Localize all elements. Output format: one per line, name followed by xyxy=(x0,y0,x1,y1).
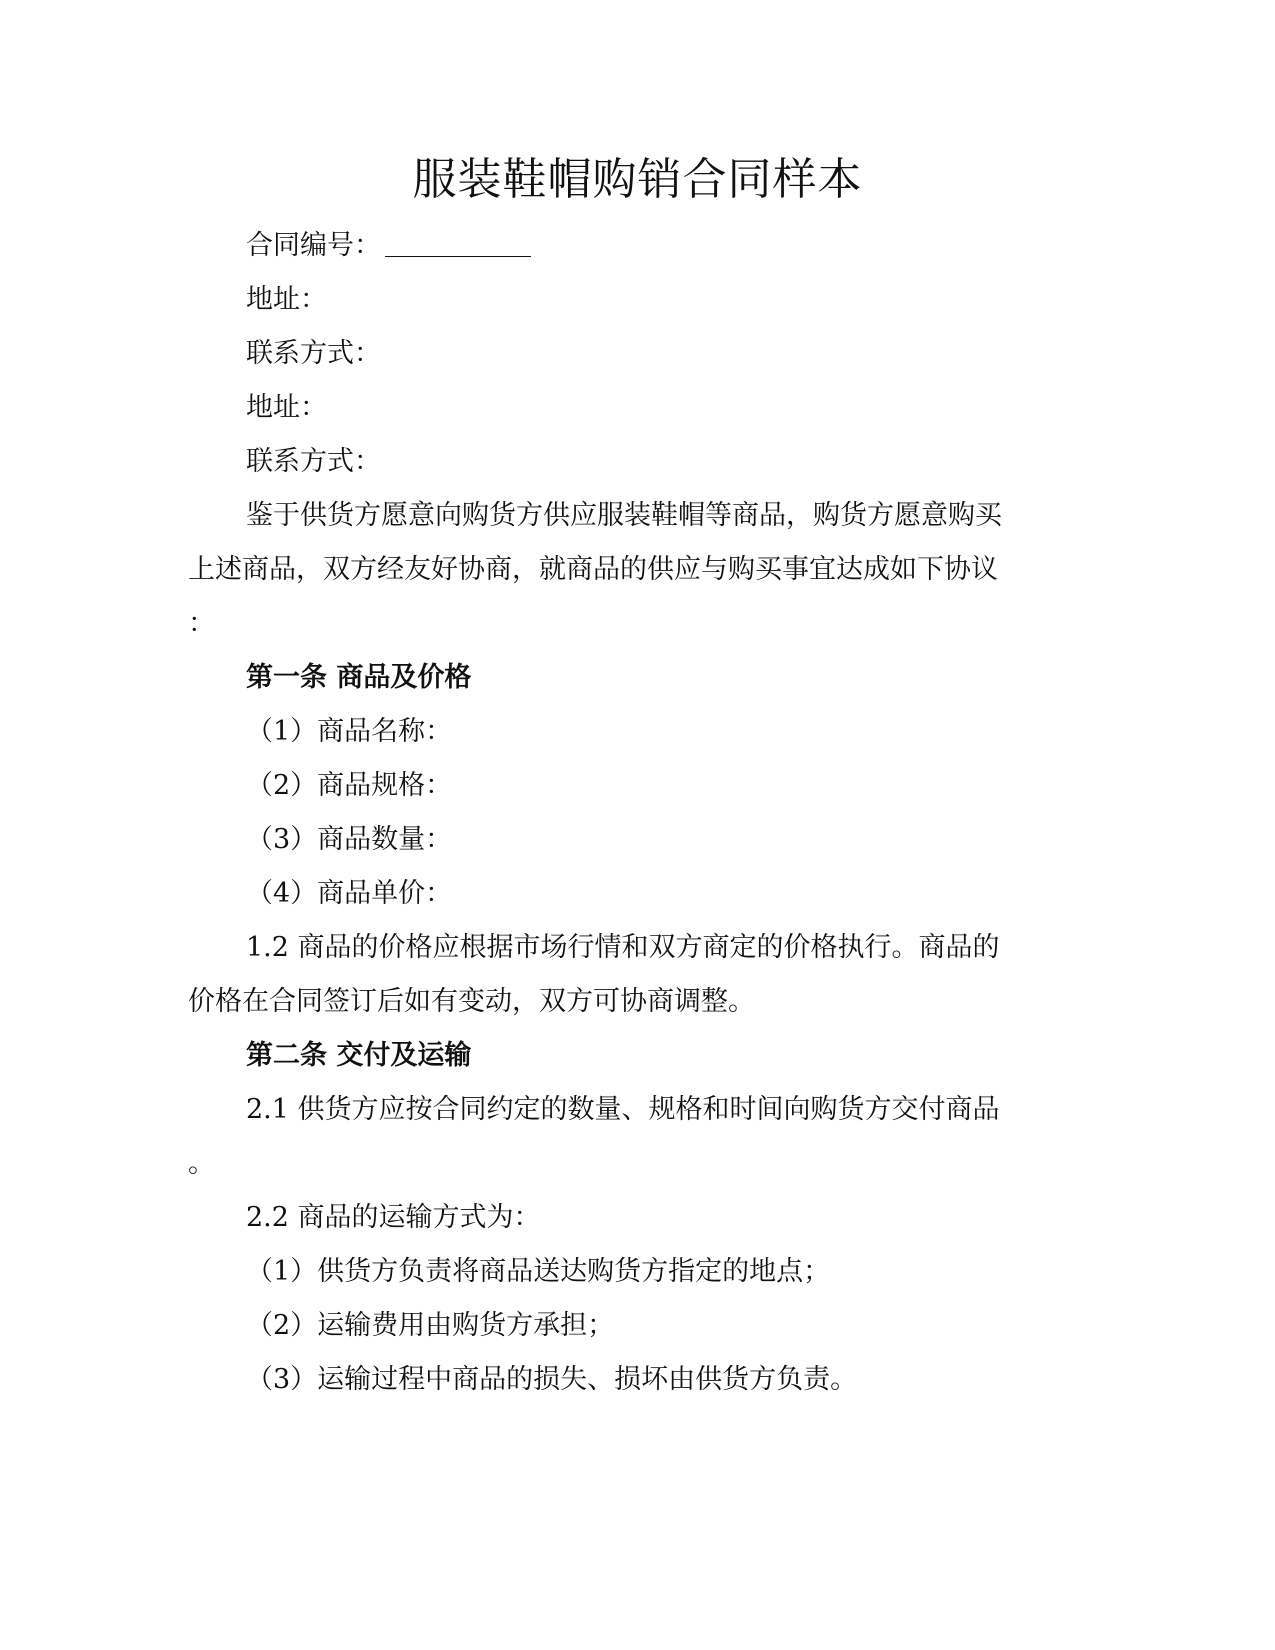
preamble-line-1: 鉴于供货方愿意向购货方供应服装鞋帽等商品，购货方愿意购买 xyxy=(246,500,1002,531)
party-a-address-label: 地址： xyxy=(246,284,327,315)
clause-1-2-line-1: 1.2 商品的价格应根据市场行情和双方商定的价格执行。商品的 xyxy=(246,932,1000,963)
article-1-item-spec: （2）商品规格： xyxy=(246,770,453,801)
party-b-address-label: 地址： xyxy=(246,392,327,423)
clause-2-2: 2.2 商品的运输方式为： xyxy=(246,1202,541,1233)
article-2-item-delivery: （1）供货方负责将商品送达购货方指定的地点； xyxy=(246,1256,831,1287)
contract-number-line xyxy=(246,228,531,264)
article-2-item-freight: （2）运输费用由购货方承担； xyxy=(246,1310,615,1341)
article-1-heading: 第一条 商品及价格 xyxy=(246,662,472,693)
article-2-item-liability: （3）运输过程中商品的损失、损坏由供货方负责。 xyxy=(246,1364,858,1395)
document-title: 服装鞋帽购销合同样本 xyxy=(412,154,863,205)
preamble-line-3: ： xyxy=(188,608,215,639)
contract-number-blank xyxy=(385,228,531,257)
article-1-item-price: （4）商品单价： xyxy=(246,878,453,909)
party-a-contact-label: 联系方式： xyxy=(246,338,381,369)
clause-2-1-line-1: 2.1 供货方应按合同约定的数量、规格和时间向购货方交付商品 xyxy=(246,1094,1000,1125)
clause-1-2-line-2: 价格在合同签订后如有变动，双方可协商调整。 xyxy=(188,986,755,1017)
article-1-item-name: （1）商品名称： xyxy=(246,716,453,747)
party-b-contact-label: 联系方式： xyxy=(246,446,381,477)
contract-number-label: 合同编号： xyxy=(246,230,381,261)
article-1-item-quantity: （3）商品数量： xyxy=(246,824,453,855)
article-2-heading: 第二条 交付及运输 xyxy=(246,1040,472,1071)
clause-2-1-line-2: 。 xyxy=(188,1148,215,1179)
preamble-line-2: 上述商品，双方经友好协商，就商品的供应与购买事宜达成如下协议 xyxy=(188,554,998,585)
